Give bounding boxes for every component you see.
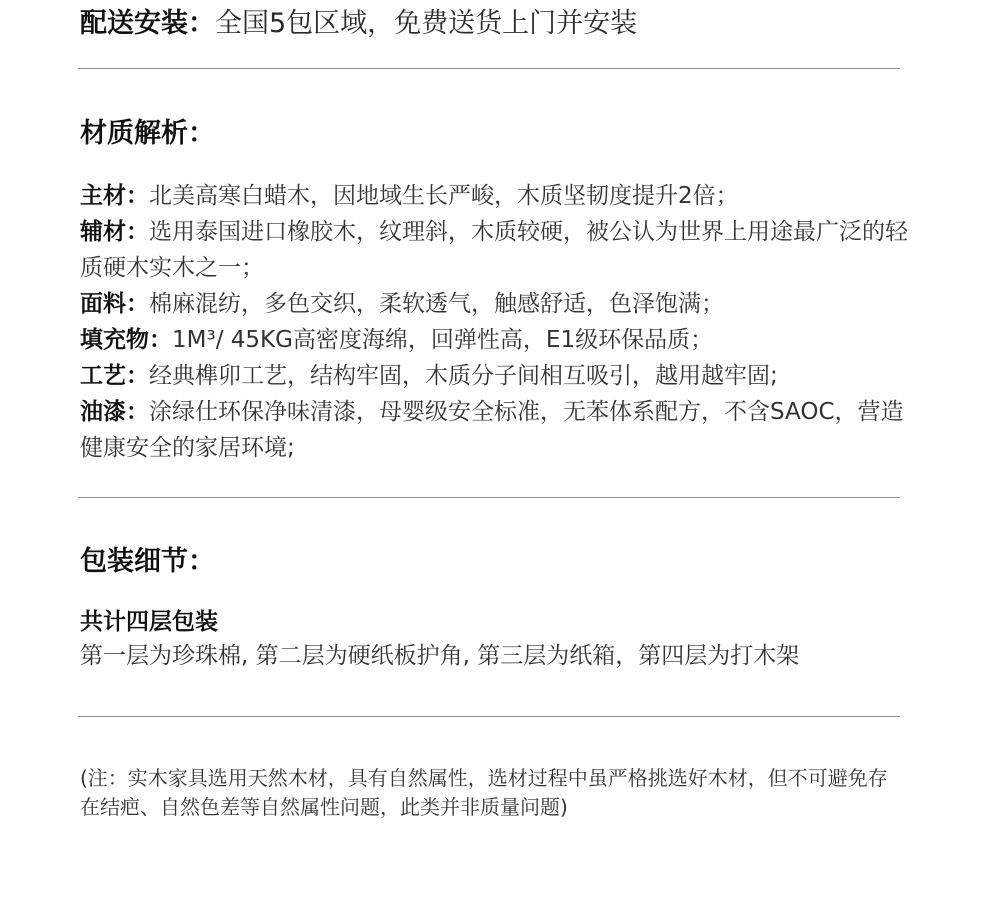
divider bbox=[78, 497, 900, 498]
material-text: 北美高寒白蜡木，因地域生长严峻，木质坚韧度提升2倍； bbox=[149, 183, 739, 209]
material-label: 面料： bbox=[80, 291, 149, 317]
disclaimer-note: (注：实木家具选用天然木材，具有自然属性，选材过程中虽严格挑选好木材，但不可避免存在结疤、自然色差等自然属性问题，此类并非质量问题) bbox=[80, 766, 888, 819]
material-item-fabric bbox=[80, 286, 910, 322]
material-label: 填充物： bbox=[80, 327, 172, 353]
material-list bbox=[80, 178, 910, 466]
divider bbox=[78, 68, 900, 69]
material-item-paint bbox=[80, 394, 910, 466]
package-heading: 包装细节： bbox=[80, 546, 215, 577]
material-item-filling bbox=[80, 322, 910, 358]
material-item-craft bbox=[80, 358, 910, 394]
material-text: 选用泰国进口橡胶木，纹理斜，木质较硬，被公认为世界上用途最广泛的轻质硬木实木之一； bbox=[80, 219, 908, 281]
delivery-label: 配送安装： bbox=[80, 8, 215, 39]
material-item-auxiliary bbox=[80, 214, 910, 286]
material-label: 工艺： bbox=[80, 363, 149, 389]
material-heading: 材质解析： bbox=[80, 118, 215, 149]
divider bbox=[78, 716, 900, 717]
material-item-main bbox=[80, 178, 910, 214]
package-title: 共计四层包装 bbox=[80, 609, 218, 635]
material-text: 涂绿仕环保净味清漆，母婴级安全标准，无苯体系配方，不含SAOC，营造健康安全的家居环境; bbox=[80, 399, 904, 461]
material-label: 辅材： bbox=[80, 219, 149, 245]
delivery-text: 全国5包区域，免费送货上门并安装 bbox=[215, 8, 638, 39]
material-label: 主材： bbox=[80, 183, 149, 209]
material-text: 1M³/ 45KG高密度海绵，回弹性高，E1级环保品质； bbox=[172, 327, 714, 353]
delivery-info bbox=[80, 4, 910, 44]
material-text: 经典榫卯工艺，结构牢固，木质分子间相互吸引，越用越牢固; bbox=[149, 363, 778, 389]
material-label: 油漆： bbox=[80, 399, 149, 425]
material-text: 棉麻混纺，多色交织，柔软透气，触感舒适，色泽饱满； bbox=[149, 291, 724, 317]
package-description: 第一层为珍珠棉, 第二层为硬纸板护角, 第三层为纸箱，第四层为打木架 bbox=[80, 643, 800, 669]
